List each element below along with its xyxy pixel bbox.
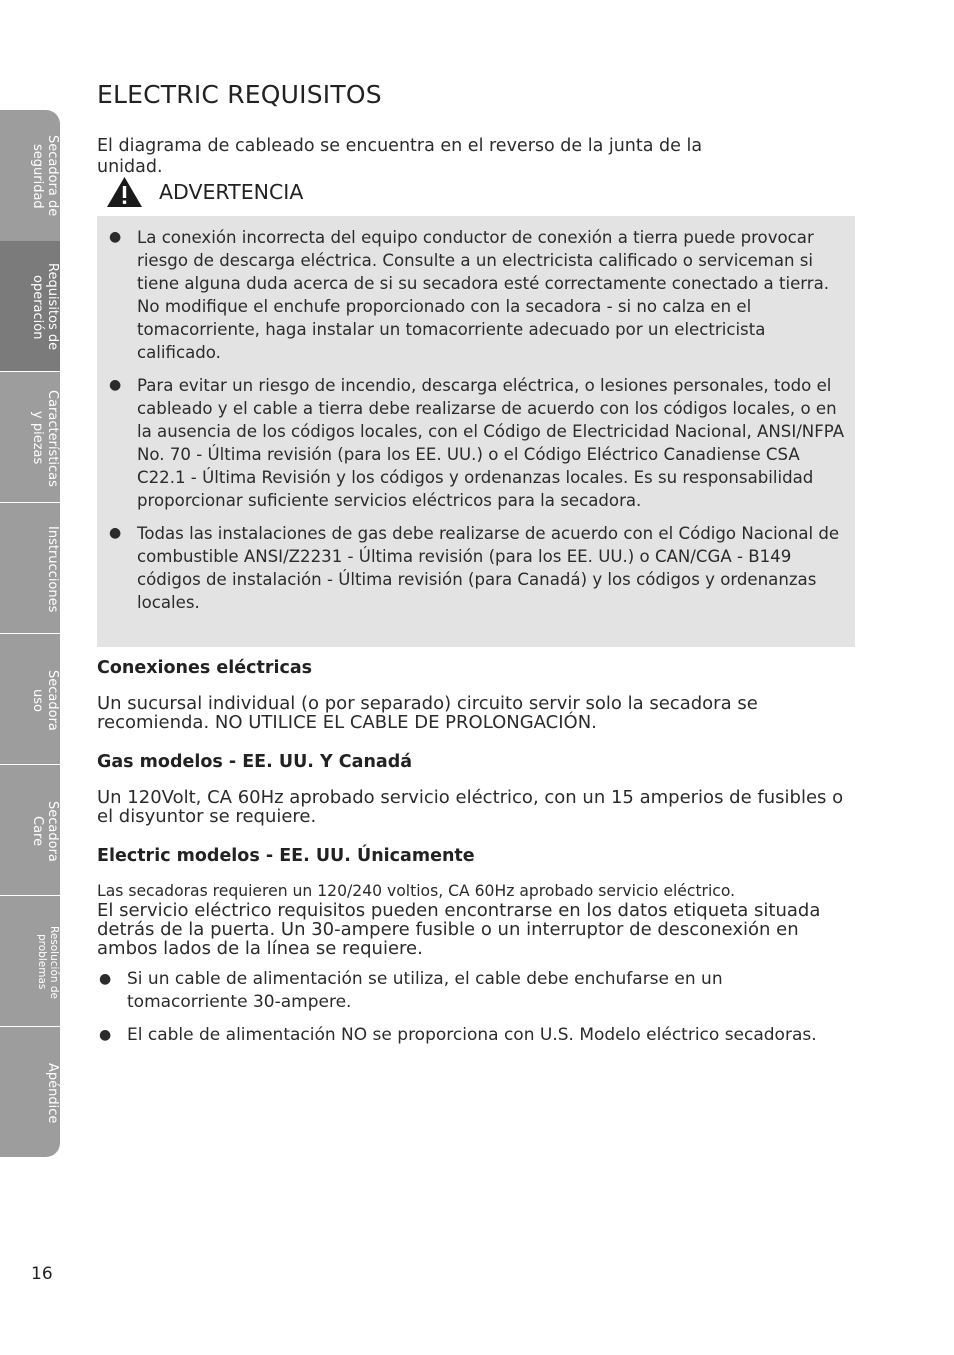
tab-instrucciones[interactable] bbox=[0, 503, 60, 634]
list-item bbox=[97, 968, 837, 1013]
tab-resolucion-de-problemas[interactable] bbox=[0, 896, 60, 1027]
bullet-icon: ● bbox=[109, 377, 122, 393]
warning-item-text: La conexión incorrecta del equipo conductor de conexión a tierra puede provocar riesgo de descarga eléctrica. Consulte a un electricista calificado o serviceman si tiene alguna duda acerca de si su secadora esté correctamente conectado a tierra. No modifique el enchufe proporcionado con la secadora - si no calza en el tomacorriente, haga instalar un tomacorriente adecuado por un electricista calificado. bbox=[137, 228, 830, 362]
bullet-icon: ● bbox=[99, 971, 112, 987]
warning-item-text: Para evitar un riesgo de incendio, descarga eléctrica, o lesiones personales, todo el cableado y el cable a tierra debe realizarse de acuerdo con los códigos locales, o en la ausencia de los códigos locales, con el Código de Electricidad Nacional, ANSI/NFPA No. 70 - Última revisión (para los EE. UU.) o el Código Eléctrico Canadiense CSA C22.1 - Última Revisión y los códigos y ordenanzas locales. Es su responsabilidad proporcionar suficiente servicios eléctricos para la secadora. bbox=[137, 376, 845, 510]
electric-item-text: El cable de alimentación NO se proporciona con U.S. Modelo eléctrico secadoras. bbox=[127, 1025, 817, 1045]
bullet-icon: ● bbox=[99, 1027, 112, 1043]
intro-text: El diagrama de cableado se encuentra en el reverso de la junta de la unidad. bbox=[97, 136, 703, 177]
list-item bbox=[97, 226, 845, 364]
tab-label: Requisitos de operación bbox=[30, 263, 60, 351]
tab-secadora-care[interactable] bbox=[0, 765, 60, 896]
bullet-icon: ● bbox=[109, 229, 122, 245]
page-title: ELECTRIC REQUISITOS bbox=[97, 80, 382, 109]
tab-apendice[interactable] bbox=[0, 1027, 60, 1157]
section-body-gas: Un 120Volt, CA 60Hz aprobado servicio eléctrico, con un 15 amperios de fusibles o el disyuntor se requiere. bbox=[97, 787, 844, 827]
section-title-gas: Gas modelos - EE. UU. Y Canadá bbox=[97, 752, 413, 772]
tab-secadora-de-seguridad[interactable] bbox=[0, 110, 60, 242]
section-title-conexiones: Conexiones eléctricas bbox=[97, 658, 313, 678]
warning-list bbox=[97, 226, 845, 614]
electric-list bbox=[97, 968, 837, 1058]
section-small-electric: Las secadoras requieren un 120/240 voltios, CA 60Hz aprobado servicio eléctrico. bbox=[97, 882, 736, 900]
tab-secadora-uso[interactable] bbox=[0, 634, 60, 765]
warning-triangle-icon bbox=[106, 176, 143, 208]
tab-label: Secadora de seguridad bbox=[30, 135, 60, 217]
tab-label: Secadora Care bbox=[30, 800, 60, 862]
bullet-icon: ● bbox=[109, 525, 122, 541]
list-item bbox=[97, 374, 845, 512]
section-body-electric: El servicio eléctrico requisitos pueden encontrarse en los datos etiqueta situada detrás de la puerta. Un 30-ampere fusible o un interruptor de desconexión en ambos lados de la línea se requiere. bbox=[97, 900, 821, 959]
page-number: 16 bbox=[31, 1264, 53, 1284]
warning-item-text: Todas las instalaciones de gas debe realizarse de acuerdo con el Código Nacional de combustible ANSI/Z2231 - Última revisión (para los EE. UU.) o CAN/CGA - B149 códigos de instalación - Última revisión (para Canadá) y los códigos y ordenanzas locales. bbox=[137, 524, 840, 612]
warning-box bbox=[97, 216, 855, 647]
tab-label: Características y piezas bbox=[30, 389, 60, 487]
list-item bbox=[97, 1024, 837, 1047]
tab-label: Secadora uso bbox=[30, 669, 60, 731]
warning-heading bbox=[106, 176, 303, 208]
section-body-conexiones: Un sucursal individual (o por separado) circuito servir solo la secadora se recomienda. NO UTILICE EL CABLE DE PROLONGACIÓN. bbox=[97, 693, 758, 733]
list-item bbox=[97, 522, 845, 614]
tab-label: Resolución de problemas bbox=[36, 925, 60, 999]
section-title-electric: Electric modelos - EE. UU. Únicamente bbox=[97, 846, 475, 866]
tab-requisitos-de-operacion[interactable] bbox=[0, 241, 60, 372]
warning-title: ADVERTENCIA bbox=[159, 180, 304, 204]
tab-label: Instrucciones bbox=[45, 525, 60, 613]
electric-item-text: Si un cable de alimentación se utiliza, el cable debe enchufarse en un tomacorriente 30-ampere. bbox=[127, 969, 723, 1012]
tab-label: Apéndice bbox=[45, 1062, 60, 1124]
tab-caracteristicas-y-piezas[interactable] bbox=[0, 372, 60, 503]
